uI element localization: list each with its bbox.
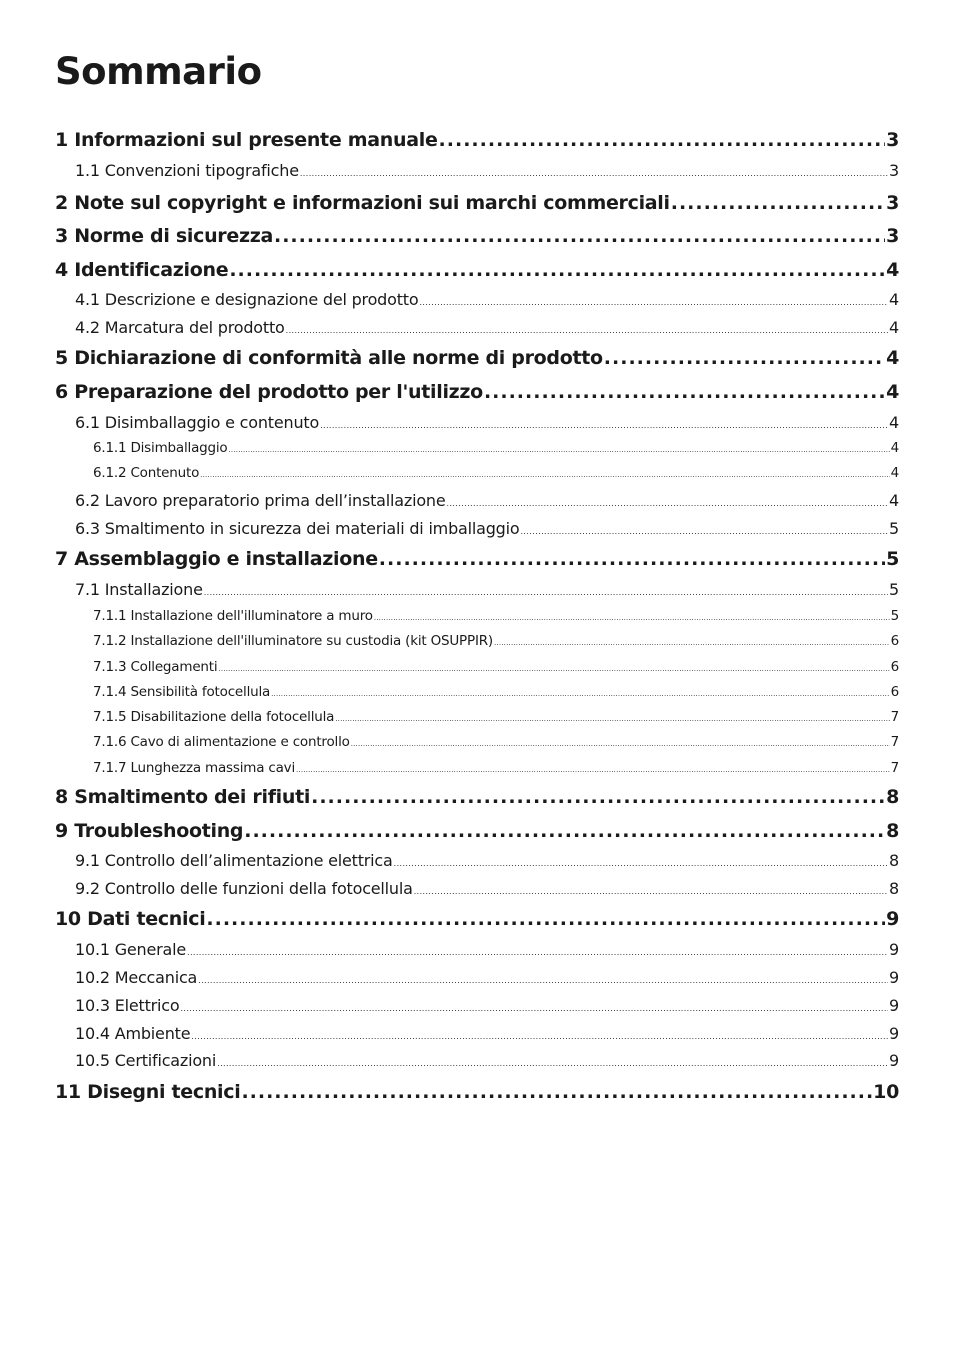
- toc-entry-label: 1 Informazioni sul presente manuale: [55, 129, 438, 151]
- toc-entry-page-number: 3: [889, 161, 899, 180]
- dot-leader: [414, 882, 888, 902]
- toc-entry-label: 7 Assemblaggio e installazione: [55, 548, 378, 570]
- toc-entry[interactable]: [75, 851, 899, 874]
- dot-leader: [419, 293, 888, 313]
- toc-entry[interactable]: [55, 1080, 899, 1104]
- toc-entry-label: 7.1.1 Installazione dell'illuminatore a muro: [93, 608, 373, 624]
- dot-leader: [229, 258, 885, 282]
- toc-entry[interactable]: [75, 413, 899, 436]
- toc-entry-page-number: 5: [886, 548, 899, 570]
- toc-entry[interactable]: [75, 318, 899, 341]
- toc-entry-page-number: 10: [873, 1081, 899, 1103]
- toc-entry-label: 6.1.2 Contenuto: [93, 465, 200, 481]
- toc-entry-label: 10.3 Elettrico: [75, 996, 180, 1015]
- toc-entry-page-number: 4: [886, 259, 899, 281]
- dot-leader: [520, 522, 888, 542]
- dot-leader: [379, 547, 885, 571]
- dot-leader: [300, 164, 888, 184]
- toc-entry[interactable]: [75, 1024, 899, 1047]
- toc-entry[interactable]: [75, 968, 899, 991]
- dot-leader: [180, 999, 888, 1019]
- dot-leader: [604, 346, 885, 370]
- toc-entry[interactable]: [55, 224, 899, 248]
- toc-entry-page-number: 9: [889, 1051, 899, 1070]
- toc-entry-page-number: 6: [890, 633, 899, 649]
- toc-entry-page-number: 4: [889, 413, 899, 432]
- dot-leader: [206, 907, 885, 931]
- toc-entry-label: 7.1.2 Installazione dell'illuminatore su custodia (kit OSUPPIR): [93, 633, 493, 649]
- toc-entry-label: 10.5 Certificazioni: [75, 1051, 217, 1070]
- toc-entry-page-number: 6: [890, 659, 899, 675]
- toc-entry[interactable]: [55, 128, 899, 152]
- toc-entry[interactable]: [75, 290, 899, 313]
- toc-entry[interactable]: [55, 907, 899, 931]
- toc-entry-label: 6 Preparazione del prodotto per l'utilizzo: [55, 381, 483, 403]
- toc-entry-label: 7.1.4 Sensibilità fotocellula: [93, 684, 271, 700]
- toc-entry[interactable]: [75, 879, 899, 902]
- toc-entry-page-number: 9: [889, 996, 899, 1015]
- toc-entry[interactable]: [75, 519, 899, 542]
- toc-entry-page-number: 8: [889, 879, 899, 898]
- toc-entry-page-number: 7: [890, 760, 899, 776]
- toc-entry-page-number: 9: [889, 968, 899, 987]
- dot-leader: [439, 128, 886, 152]
- toc-entry-page-number: 4: [886, 381, 899, 403]
- toc-entry[interactable]: [93, 683, 899, 703]
- dot-leader: [394, 854, 888, 874]
- toc-entry-page-number: 5: [889, 519, 899, 538]
- dot-leader: [494, 634, 890, 652]
- dot-leader: [187, 943, 888, 963]
- toc-entry[interactable]: [55, 191, 899, 215]
- toc-entry-page-number: 3: [886, 129, 899, 151]
- toc-entry-page-number: 9: [886, 908, 899, 930]
- toc-entry-label: 10.2 Meccanica: [75, 968, 198, 987]
- dot-leader: [271, 685, 890, 703]
- toc-entry-label: 7.1.5 Disabilitazione della fotocellula: [93, 709, 335, 725]
- toc-entry-label: 5 Dichiarazione di conformità alle norme di prodotto: [55, 347, 603, 369]
- toc-entry[interactable]: [75, 161, 899, 184]
- toc-entry-label: 7.1.7 Lunghezza massima cavi: [93, 760, 295, 776]
- toc-entry-label: 9.1 Controllo dell’alimentazione elettrica: [75, 851, 393, 870]
- toc-entry[interactable]: [55, 819, 899, 843]
- dot-leader: [218, 660, 889, 678]
- toc-entry-label: 9 Troubleshooting: [55, 820, 244, 842]
- dot-leader: [241, 1080, 872, 1104]
- dot-leader: [286, 321, 888, 341]
- toc-entry-label: 7.1.3 Collegamenti: [93, 659, 218, 675]
- toc-entry-page-number: 8: [886, 786, 899, 808]
- dot-leader: [191, 1027, 888, 1047]
- toc-entry-label: 10 Dati tecnici: [55, 908, 206, 930]
- dot-leader: [200, 466, 889, 484]
- toc-entry-label: 7.1 Installazione: [75, 580, 203, 599]
- dot-leader: [274, 224, 885, 248]
- toc-entry-label: 10.4 Ambiente: [75, 1024, 191, 1043]
- toc-entry[interactable]: [93, 708, 899, 728]
- toc-entry[interactable]: [55, 380, 899, 404]
- toc-entry[interactable]: [93, 464, 899, 484]
- dot-leader: [217, 1054, 888, 1074]
- dot-leader: [374, 609, 890, 627]
- toc-entry-label: 6.1.1 Disimballaggio: [93, 440, 228, 456]
- dot-leader: [320, 416, 888, 436]
- toc-entry[interactable]: [75, 996, 899, 1019]
- dot-leader: [229, 441, 890, 459]
- toc-entry-page-number: 8: [889, 851, 899, 870]
- dot-leader: [484, 380, 885, 404]
- toc-entry-label: 8 Smaltimento dei rifiuti: [55, 786, 311, 808]
- toc-entry-page-number: 7: [890, 734, 899, 750]
- toc-entry-label: 4.1 Descrizione e designazione del prodotto: [75, 290, 419, 309]
- toc-entry-label: 2 Note sul copyright e informazioni sui marchi commerciali: [55, 192, 670, 214]
- toc-entry-page-number: 4: [890, 440, 899, 456]
- toc-entry-page-number: 4: [889, 491, 899, 510]
- toc-entry-page-number: 4: [889, 290, 899, 309]
- toc-entry-page-number: 3: [886, 192, 899, 214]
- dot-leader: [311, 785, 885, 809]
- toc-entry[interactable]: [75, 580, 899, 603]
- toc-entry-page-number: 6: [890, 684, 899, 700]
- toc-entry-page-number: 9: [889, 940, 899, 959]
- toc-entry-label: 1.1 Convenzioni tipografiche: [75, 161, 299, 180]
- toc-entry-label: 7.1.6 Cavo di alimentazione e controllo: [93, 734, 350, 750]
- page-title: Sommario: [55, 50, 262, 93]
- toc-entry[interactable]: [75, 940, 899, 963]
- toc-entry-label: 11 Disegni tecnici: [55, 1081, 241, 1103]
- toc-entry[interactable]: [93, 658, 899, 678]
- toc-entry-page-number: 4: [886, 347, 899, 369]
- dot-leader: [351, 735, 890, 753]
- toc-entry-label: 3 Norme di sicurezza: [55, 225, 273, 247]
- dot-leader: [447, 494, 889, 514]
- toc-entry[interactable]: [55, 258, 899, 282]
- toc-entry-label: 10.1 Generale: [75, 940, 187, 959]
- toc-entry[interactable]: [93, 632, 899, 652]
- toc-entry-page-number: 5: [890, 608, 899, 624]
- toc-entry[interactable]: [93, 607, 899, 627]
- toc-entry[interactable]: [55, 785, 899, 809]
- toc-entry-page-number: 4: [890, 465, 899, 481]
- toc-entry[interactable]: [93, 439, 899, 459]
- toc-entry-label: 4.2 Marcatura del prodotto: [75, 318, 285, 337]
- toc-entry-page-number: 3: [886, 225, 899, 247]
- dot-leader: [204, 583, 888, 603]
- toc-entry-page-number: 7: [890, 709, 899, 725]
- toc-entry[interactable]: [55, 346, 899, 370]
- dot-leader: [198, 971, 888, 991]
- toc-entry[interactable]: [93, 759, 899, 779]
- toc-entry-page-number: 4: [889, 318, 899, 337]
- toc-entry-label: 6.2 Lavoro preparatorio prima dell’installazione: [75, 491, 446, 510]
- toc-entry-page-number: 8: [886, 820, 899, 842]
- dot-leader: [296, 761, 890, 779]
- toc-entry-label: 9.2 Controllo delle funzioni della fotocellula: [75, 879, 413, 898]
- toc-entry[interactable]: [75, 1051, 899, 1074]
- dot-leader: [335, 710, 889, 728]
- toc-entry-label: 4 Identificazione: [55, 259, 229, 281]
- dot-leader: [671, 191, 885, 215]
- toc-entry[interactable]: [93, 733, 899, 753]
- toc-entry-page-number: 9: [889, 1024, 899, 1043]
- toc-entry-label: 6.3 Smaltimento in sicurezza dei materiali di imballaggio: [75, 519, 520, 538]
- toc-entry[interactable]: [75, 491, 899, 514]
- toc-entry-label: 6.1 Disimballaggio e contenuto: [75, 413, 320, 432]
- toc-entry-page-number: 5: [889, 580, 899, 599]
- dot-leader: [244, 819, 885, 843]
- toc-entry[interactable]: [55, 547, 899, 571]
